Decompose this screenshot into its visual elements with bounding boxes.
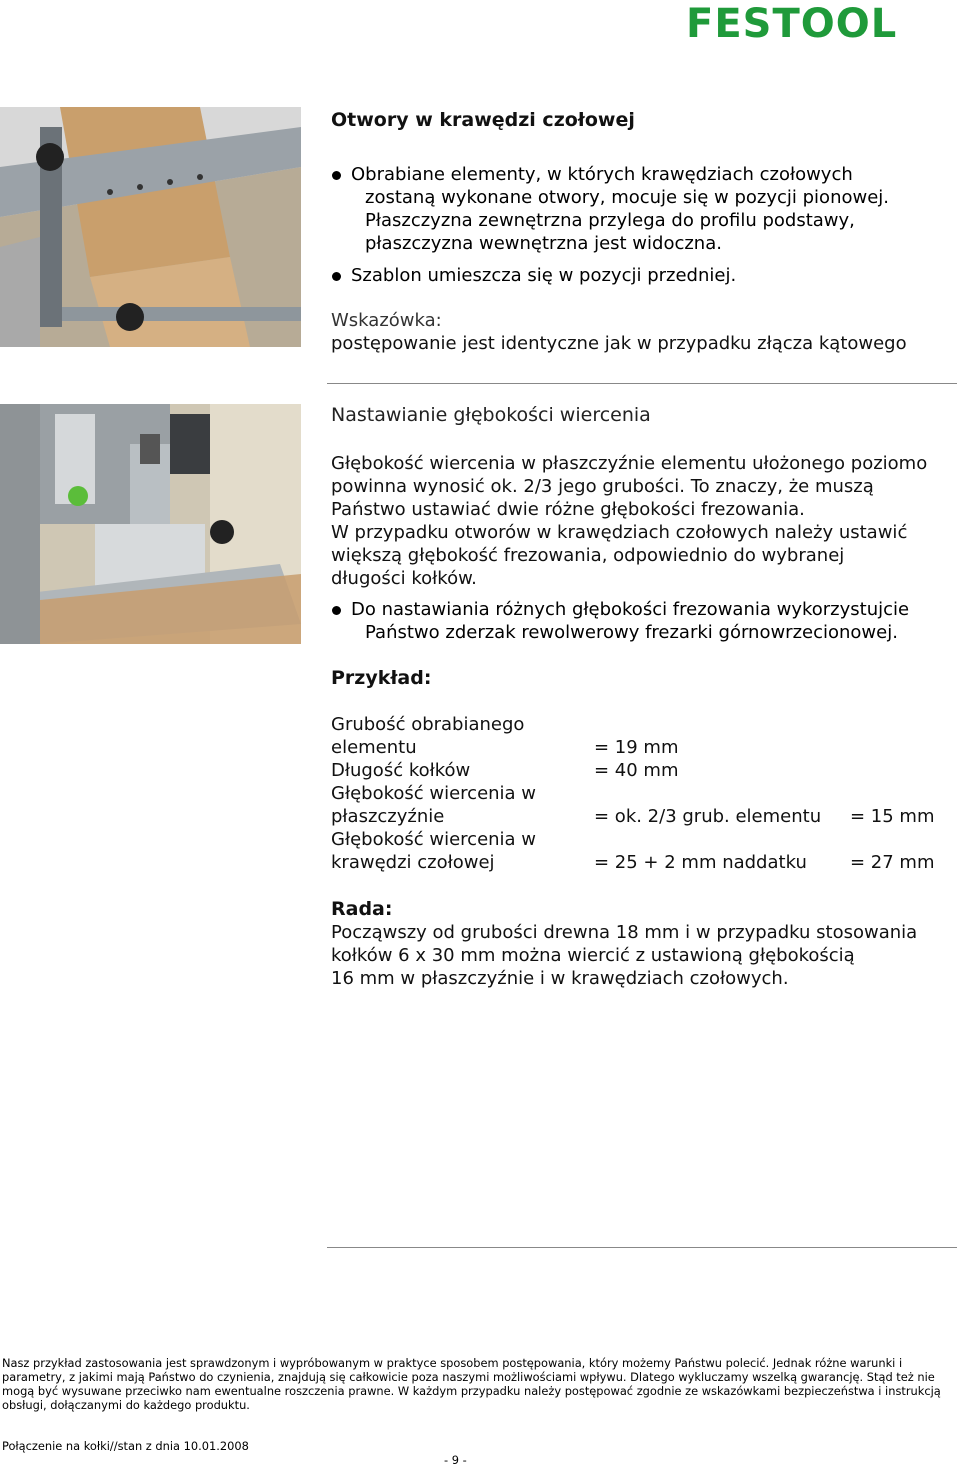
page-number: - 9 - [444,1453,467,1467]
example-value: = 25 + 2 mm naddatku [594,852,807,873]
example-value: = 40 mm [594,760,679,781]
divider [327,1247,957,1248]
example-label-line: Grubość obrabianego [331,714,525,735]
paragraph-line: większą głębokość frezowania, odpowiednio do wybranej [331,545,845,566]
advice-label: Rada: [331,898,393,920]
example-result: = 27 mm [850,852,935,873]
paragraph-line: powinna wynosić ok. 2/3 jego grubości. To znaczy, że muszą [331,476,874,497]
example-label-line: elementu [331,737,417,758]
paragraph-line: Głębokość wiercenia w płaszczyźnie elementu ułożonego poziomo [331,453,928,474]
example-label-line: Głębokość wiercenia w [331,829,537,850]
example-label-line: krawędzi czołowej [331,852,495,873]
example-label: Przykład: [331,667,432,689]
bullet-icon [332,606,341,615]
document-reference: Połączenie na kołki//stan z dnia 10.01.2008 [2,1439,249,1453]
example-label-line: płaszczyźnie [331,806,445,827]
advice-line: kołków 6 x 30 mm można wiercić z ustawioną głębokością [331,945,855,966]
hint-label: Wskazówka: [331,310,442,331]
jig-photo [0,107,301,347]
router-photo [0,404,301,644]
hint-text: postępowanie jest identyczne jak w przypadku złącza kątowego [331,333,907,354]
example-label-line: Głębokość wiercenia w [331,783,537,804]
example-result: = 15 mm [850,806,935,827]
example-value: = ok. 2/3 grub. elementu [594,806,822,827]
disclaimer: Nasz przykład zastosowania jest sprawdzonym i wypróbowanym w praktyce sposobem postępowania, który możemy Państwu polecić. Jednak różne warunki i parametry, z jakimi mają Państwo do czynienia, znajdują się całkowicie poza naszymi możliwościami wpływu. Dlatego wykluczamy wszelką gwarancję. Stąd też nie mogą być wysuwane przeciwko nam ewentualne roszczenia prawne. W każdym przypadku należy postępować zgodnie ze wskazówkami bezpieczeństwa i instrukcją obsługi, dołączanymi do każdego produktu. [2,1356,941,1412]
festool-logo: FESTOOL [686,1,898,47]
divider [327,383,957,384]
advice-line: Począwszy od grubości drewna 18 mm i w przypadku stosowania [331,922,918,943]
example-label-line: Długość kołków [331,760,471,781]
example-value: = 19 mm [594,737,679,758]
paragraph-line: Państwo ustawiać dwie różne głębokości frezowania. [331,499,805,520]
paragraph-line: W przypadku otworów w krawędziach czołowych należy ustawić [331,522,908,543]
section-heading-edge-holes: Otwory w krawędzi czołowej [331,109,635,131]
advice-line: 16 mm w płaszczyźnie i w krawędziach czołowych. [331,968,789,989]
bullet-icon [332,171,341,180]
bullet-icon [332,272,341,281]
paragraph-line: długości kołków. [331,568,477,589]
section-heading-depth: Nastawianie głębokości wiercenia [331,404,651,426]
